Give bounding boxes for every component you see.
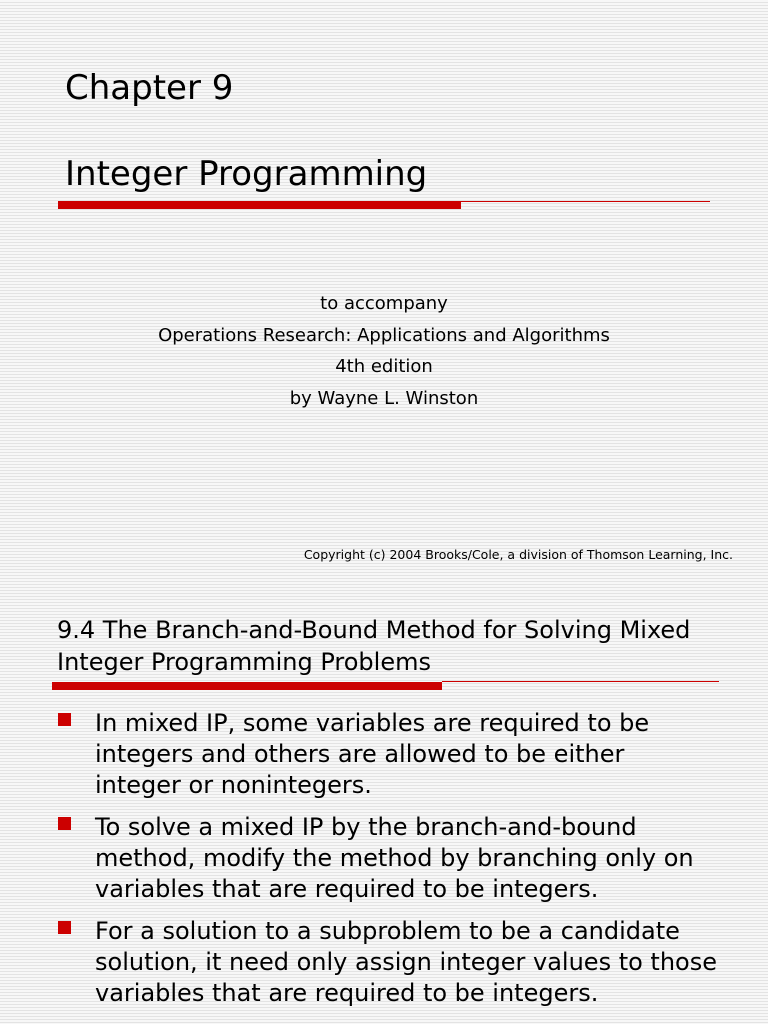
heading-underline-bar <box>52 682 442 690</box>
bullet-list <box>57 708 717 1020</box>
title-underline-rule <box>461 201 710 202</box>
bullet-item <box>57 916 717 1009</box>
slide-title: Integer Programming <box>65 154 428 194</box>
square-bullet-icon <box>58 713 71 726</box>
subtitle-line: by Wayne L. Winston <box>289 388 479 409</box>
subtitle-line: to accompany <box>320 293 448 314</box>
subtitle-line: Operations Research: Applications and Algorithms <box>158 325 610 346</box>
bullet-text: For a solution to a subproblem to be a candidate solution, it need only assign integer values to those variables that are required to be integers. <box>95 917 717 1007</box>
bullet-text: To solve a mixed IP by the branch-and-bound method, modify the method by branching only on variables that are required to be integers. <box>95 813 694 903</box>
title-underline-bar <box>58 201 461 209</box>
chapter-label: Chapter 9 <box>65 68 234 108</box>
bullet-text: In mixed IP, some variables are required to be integers and others are allowed to be either integer or nonintegers. <box>95 709 650 799</box>
bullet-item <box>57 708 717 801</box>
bullet-item <box>57 812 717 905</box>
square-bullet-icon <box>58 817 71 830</box>
content-slide <box>0 590 768 1024</box>
subtitle-line: 4th edition <box>335 356 433 377</box>
heading-underline-rule <box>442 681 719 682</box>
copyright-notice: Copyright (c) 2004 Brooks/Cole, a division of Thomson Learning, Inc. <box>303 547 733 562</box>
square-bullet-icon <box>58 921 71 934</box>
section-heading: 9.4 The Branch-and-Bound Method for Solving Mixed Integer Programming Problems <box>57 616 691 676</box>
